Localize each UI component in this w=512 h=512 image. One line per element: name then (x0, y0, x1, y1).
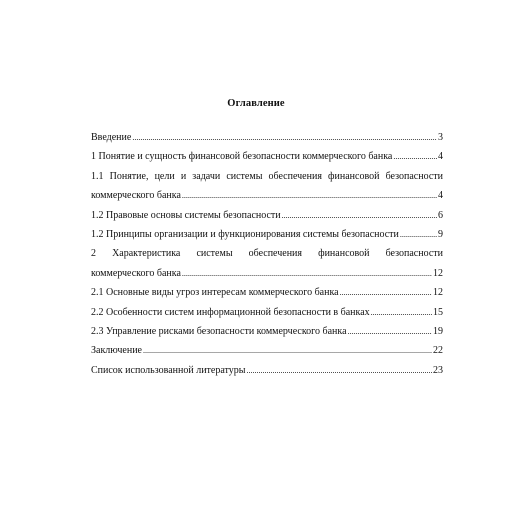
toc-entry-section-1-2b (91, 225, 443, 244)
toc-entry-section-1-1 (91, 167, 443, 206)
toc-entry-introduction (91, 128, 443, 147)
toc-leader-dots (393, 147, 437, 166)
toc-entry-page: 6 (438, 209, 443, 221)
toc-leader-dots (340, 283, 432, 302)
toc-entry-label: Заключение (91, 345, 142, 357)
toc-entry-page: 4 (438, 190, 443, 202)
toc-entry-page: 12 (433, 287, 443, 299)
toc-entry-page: 4 (438, 151, 443, 163)
toc-entry-section-2-1 (91, 283, 443, 302)
toc-entry-page: 23 (433, 364, 443, 376)
toc-entry-label: 2.1 Основные виды угроз интересам коммерческого банка (91, 287, 339, 299)
toc-entry-page: 19 (433, 326, 443, 338)
toc-leader-dots (182, 264, 432, 283)
toc-entry-chapter-1 (91, 147, 443, 166)
toc-entry-page: 9 (438, 229, 443, 241)
toc-entry-label: Список использованной литературы (91, 364, 246, 376)
toc-entry-label: 1 Понятие и сущность финансовой безопасности коммерческого банка (91, 151, 393, 163)
toc-leader-dots (282, 206, 437, 225)
toc-entry-label: коммерческого банка (91, 190, 181, 202)
toc-entry-section-2-3 (91, 322, 443, 341)
toc-leader-dots (348, 322, 432, 341)
toc-entry-label: 1.2 Принципы организации и функционирования системы безопасности (91, 229, 399, 241)
toc-entry-page: 3 (438, 132, 443, 143)
toc-entry-chapter-2 (91, 244, 443, 283)
toc-entry-section-1-2a (91, 206, 443, 225)
toc-entry-page: 15 (433, 306, 443, 318)
toc-entry-label: Введение (91, 132, 132, 143)
table-of-contents (91, 128, 443, 380)
toc-entry-label-line1: 1.1 Понятие, цели и задачи системы обеспечения финансовой безопасности (91, 170, 443, 182)
toc-entry-page: 12 (433, 267, 443, 279)
toc-leader-dots (247, 361, 433, 380)
toc-leader-dots (371, 303, 432, 322)
toc-entry-references (91, 361, 443, 380)
toc-entry-label-line1: 2 Характеристика системы обеспечения финансовой безопасности (91, 248, 443, 260)
toc-entry-label: 1.2 Правовые основы системы безопасности (91, 209, 281, 221)
toc-entry-label: 2.2 Особенности систем информационной безопасности в банках (91, 306, 370, 318)
toc-leader-dots (400, 225, 437, 244)
toc-title: Оглавление (227, 98, 285, 109)
toc-entry-label: 2.3 Управление рисками безопасности коммерческого банка (91, 326, 347, 338)
toc-leader-dots (132, 128, 437, 147)
toc-entry-section-2-2 (91, 303, 443, 322)
toc-leader-dots (182, 186, 437, 205)
toc-entry-conclusion (91, 341, 443, 360)
toc-entry-page: 22 (433, 345, 443, 357)
toc-entry-label: коммерческого банка (91, 267, 181, 279)
toc-leader-dots (143, 341, 432, 360)
